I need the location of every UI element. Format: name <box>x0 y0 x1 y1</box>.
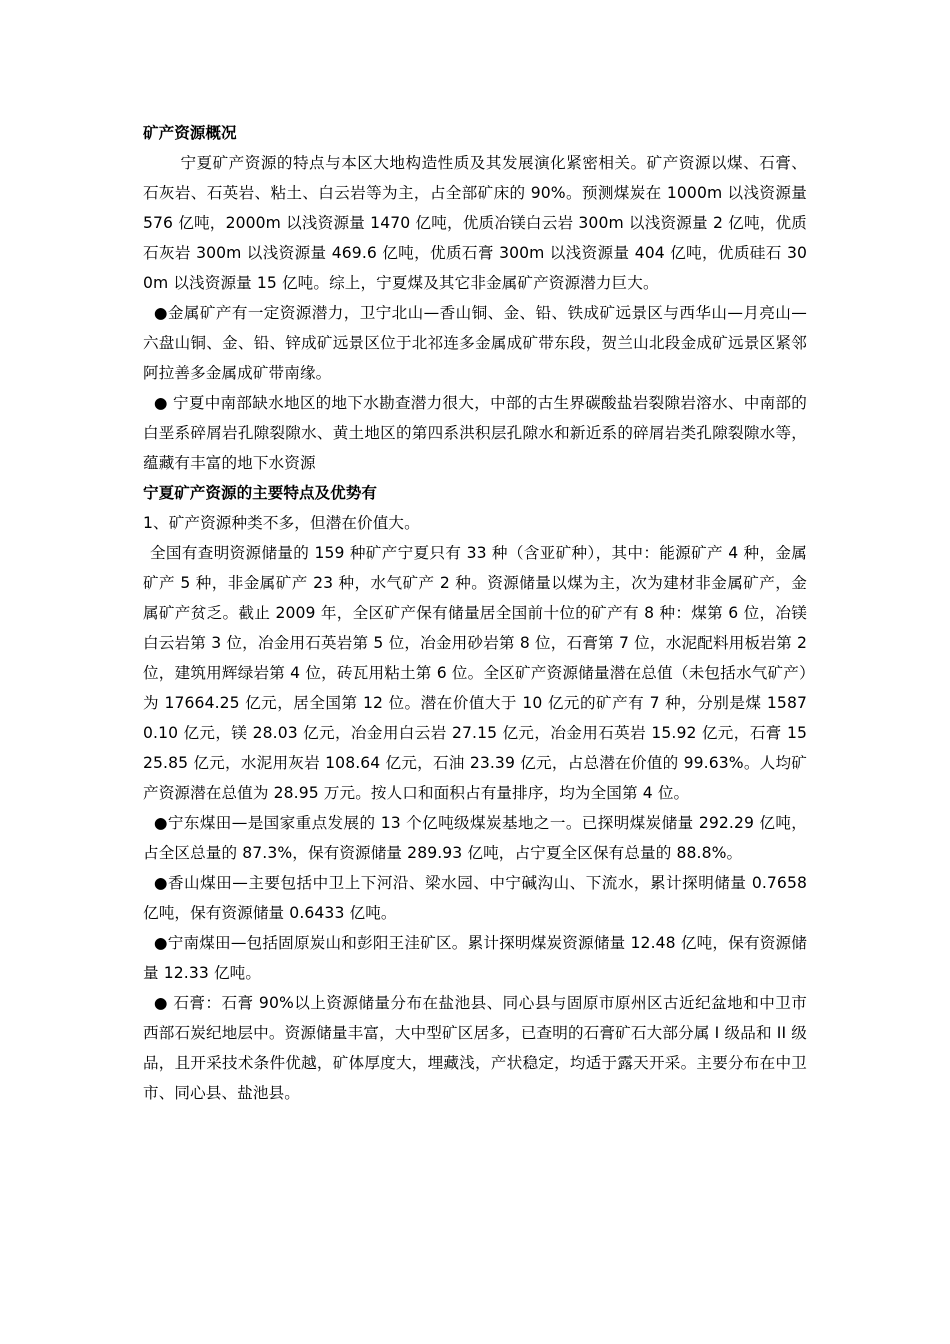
heading-main-features: 宁夏矿产资源的主要特点及优势有 <box>143 484 377 502</box>
paragraph-xiangshan-coalfield: ●香山煤田—主要包括中卫上下河沿、梁水园、中宁碱沟山、下流水，累计探明储量 0.7658 亿吨，保有资源储量 0.6433 亿吨。 <box>143 874 807 922</box>
document-body <box>143 118 807 1108</box>
paragraph-groundwater: ● 宁夏中南部缺水地区的地下水勘查潜力很大，中部的古生界碳酸盐岩裂隙岩溶水、中南部的白垩系碎屑岩孔隙裂隙水、黄土地区的第四系洪积层孔隙水和新近系的碎屑岩类孔隙裂隙水等，蕴藏有丰富的地下水资源 <box>143 394 807 472</box>
paragraph-national-comparison: 全国有查明资源储量的 159 种矿产宁夏只有 33 种（含亚矿种），其中：能源矿产 4 种，金属矿产 5 种，非金属矿产 23 种，水气矿产 2 种。资源储量以煤为主，次为建材非金属矿产，金属矿产贫乏。截止 2009 年，全区矿产保有储量居全国前十位的矿产有 8 种：煤第 6 位，冶镁白云岩第 3 位，冶金用石英岩第 5 位，冶金用砂岩第 8 位，石膏第 7 位，水泥配料用板岩第 2 位，建筑用辉绿岩第 4 位，砖瓦用粘土第 6 位。全区矿产资源储量潜在总值（未包括水气矿产）为 17664.25 亿元，居全国第 12 位。潜在价值大于 10 亿元的矿产有 7 种，分别是煤 15870.10 亿元，镁 28.03 亿元，冶金用白云岩 27.15 亿元，冶金用石英岩 15.92 亿元，石膏 1525.85 亿元，水泥用灰岩 108.64 亿元，石油 23.39 亿元，占总潜在价值的 99.63%。人均矿产资源潜在总值为 28.95 万元。按人口和面积占有量排序，均为全国第 4 位。 <box>143 544 807 802</box>
paragraph-feature-1: 1、矿产资源种类不多，但潜在价值大。 <box>143 514 420 532</box>
paragraph-ningnan-coalfield: ●宁南煤田—包括固原炭山和彭阳王洼矿区。累计探明煤炭资源储量 12.48 亿吨，保有资源储量 12.33 亿吨。 <box>143 934 807 982</box>
paragraph-metal-minerals: ●金属矿产有一定资源潜力，卫宁北山—香山铜、金、铅、铁成矿远景区与西华山—月亮山—六盘山铜、金、铅、锌成矿远景区位于北祁连多金属成矿带东段，贺兰山北段金成矿远景区紧邻阿拉善多金属成矿带南缘。 <box>143 304 807 382</box>
paragraph-overview: 宁夏矿产资源的特点与本区大地构造性质及其发展演化紧密相关。矿产资源以煤、石膏、石灰岩、石英岩、粘土、白云岩等为主，占全部矿床的 90%。预测煤炭在 1000m 以浅资源量 576 亿吨，2000m 以浅资源量 1470 亿吨，优质冶镁白云岩 300m 以浅资源量 2 亿吨，优质石灰岩 300m 以浅资源量 469.6 亿吨，优质石膏 300m 以浅资源量 404 亿吨，优质硅石 300m 以浅资源量 15 亿吨。综上，宁夏煤及其它非金属矿产资源潜力巨大。 <box>143 154 807 292</box>
heading-mineral-overview: 矿产资源概况 <box>143 124 237 142</box>
paragraph-gypsum: ● 石膏：石膏 90%以上资源储量分布在盐池县、同心县与固原市原州区古近纪盆地和中卫市西部石炭纪地层中。资源储量丰富，大中型矿区居多，已查明的石膏矿石大部分属 I 级品和 II 级品，且开采技术条件优越，矿体厚度大，埋藏浅，产状稳定，均适于露天开采。主要分布在中卫市、同心县、盐池县。 <box>143 994 807 1102</box>
paragraph-ningdong-coalfield: ●宁东煤田—是国家重点发展的 13 个亿吨级煤炭基地之一。已探明煤炭储量 292.29 亿吨，占全区总量的 87.3%，保有资源储量 289.93 亿吨，占宁夏全区保有总量的 88.8%。 <box>143 814 807 862</box>
